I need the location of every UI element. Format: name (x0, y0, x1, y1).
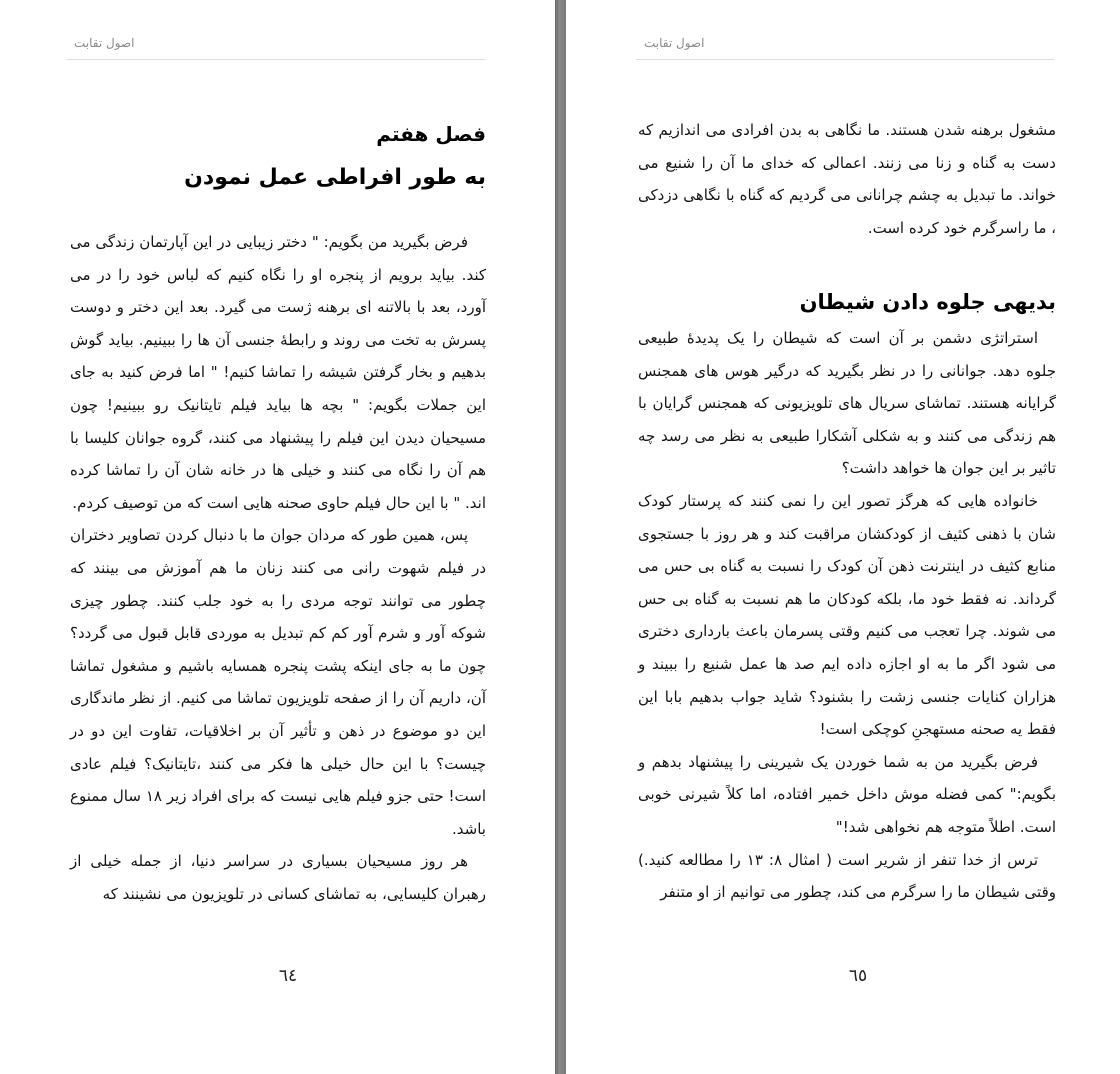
paragraph: خانواده هایی که هرگز تصور این را نمی کنند که پرستار کودک شان با ذهنی کثیف از کودکشان مراقبت کند و هر روز با جستجوی منابع کثیف در اینترنت ذهن آن کودک را نسبت به گناه بی حس می گرداند. نه فقط خود ما، بلکه کودکان ما هم نسبت به گناه بی حس می شوند. چرا تعجب می کنیم وقتی پسرمان باعث بارداری دختری می شود اگر ما به او اجازه داده ایم صد ها عمل شنیع را ببیند و هزاران کنایات جنسی زشت را بشنود؟ شاید جواب بدهیم بابا این فقط یه صحنه مستهجنِ کوچکی است! (638, 491, 1056, 739)
body-text-bottom (638, 322, 1056, 909)
paragraph: هر روز مسیحیان بسیاری در سراسر دنیا، از جمله خیلی از رهبران کلیسایی، به تماشای کسانی در تلویزیون می نشینند که (70, 852, 486, 903)
running-head: اصول تقابت (74, 36, 135, 50)
paragraph: فرض بگیرید من به شما خوردن یک شیرینی را پیشنهاد بدهم و بگویم:" کمی فضله موش داخل خمیر افتاده، اما کلاً شیرنی خوبی است. اطلاً متوجه هم نخواهی شد!" (638, 752, 1056, 836)
body-text-top (638, 114, 1056, 244)
page-number: ٦٤ (278, 966, 298, 986)
body-text (70, 226, 486, 910)
chapter-label: فصل هفتم (376, 122, 486, 146)
paragraph: مشغول برهنه شدن هستند. ما نگاهی به بدن افرادی می اندازیم که دست به گناه و زنا می زنند. اعمالی که خدای ما آن را شنیع می خواند. ما تبدیل به چشم چرانانی می گردیم که گناه با نگاهی دزدکی ، ما راسرگرم خود کرده است. (638, 121, 1056, 237)
paragraph: استراتژی دشمن بر آن است که شیطان را یک پدیدهٔ طبیعی جلوه دهد. جوانانی را در نظر بگیرید که درگیر هوس های همجنس گرایانه هستند. تماشای سریال های تلویزیونی که همجنس گرایان با هم زندگی می کنند و به شکلی آشکارا طبیعی به نظر می رسد چه تاثیر بر این جوان ها خواهد داشت؟ (638, 329, 1056, 478)
page-number: ٦٥ (848, 966, 868, 986)
right-page (566, 0, 1120, 1074)
left-page (0, 0, 555, 1074)
chapter-title: به طور افراطی عمل نمودن (184, 165, 486, 190)
book-gutter (555, 0, 566, 1074)
paragraph: پس، همین طور که مردان جوان ما با دنبال کردن تصاویر دختران در فیلم شهوت رانی می کنند زنان ما هم آموزش می بینند که چطور می توانند توجه مردی را به خود جلب کنند. چطور چیزی شوکه آور و شرم آور کم کم تبدیل به موردی قابل قبول می گردد؟ چون ما به جای اینکه پشت پنجره همسایه باشیم و مشغول تماشا آن، داریم آن را از صفحه تلویزیون تماشا می کنیم. از نظر ماندگاری این دو موضوع در ذهن و تأثیر آن بر اخلاقیات، تفاوت این دو در چیست؟ با این حال خیلی ها فکر می کنند ،تایتانیک؟ فیلم عادی است! حتی جزو فیلم هایی نیست که برای افراد زیر ۱۸ سال ممنوع باشد. (70, 526, 486, 838)
paragraph: فرض بگیرید من بگویم: " دختر زیبایی در این آپارتمان زندگی می کند. بیاید برویم از پنجره او را نگاه کنیم که لباس خود را در می آورد، بعد با بالاتنه ای برهنه ژست می گیرد. بعد این دختر و دوست پسرش به تخت می روند و رابطهٔ جنسی آن ها را ببینیم. بیاید گوش بدهیم و بخار گرفتن شیشه را تماشا کنیم! " اما فرض کنید به جای این جملات بگویم: " بچه ها بیاید فیلم تایتانیک رو ببینیم! چون مسیحیان دیدن این فیلم را پیشنهاد می کنند، گروه جوانان کلیسا با هم آن را نگاه می کنند و خیلی ها در خانه شان آن را تماشا کرده اند. " با این حال فیلم حاوی صحنه هایی است که من توصیف کردم. (70, 233, 486, 512)
header-rule (67, 59, 485, 60)
paragraph: ترس از خدا تنفر از شریر است ( امثال ۸: ۱۳ را مطالعه کنید.) وقتی شیطان ما را سرگرم می کند، چطور می توانیم از او متنفر (638, 850, 1056, 902)
header-rule (636, 59, 1054, 60)
running-head: اصول تقابت (644, 36, 705, 50)
section-title: بدیهی جلوه دادن شیطان (799, 290, 1056, 314)
